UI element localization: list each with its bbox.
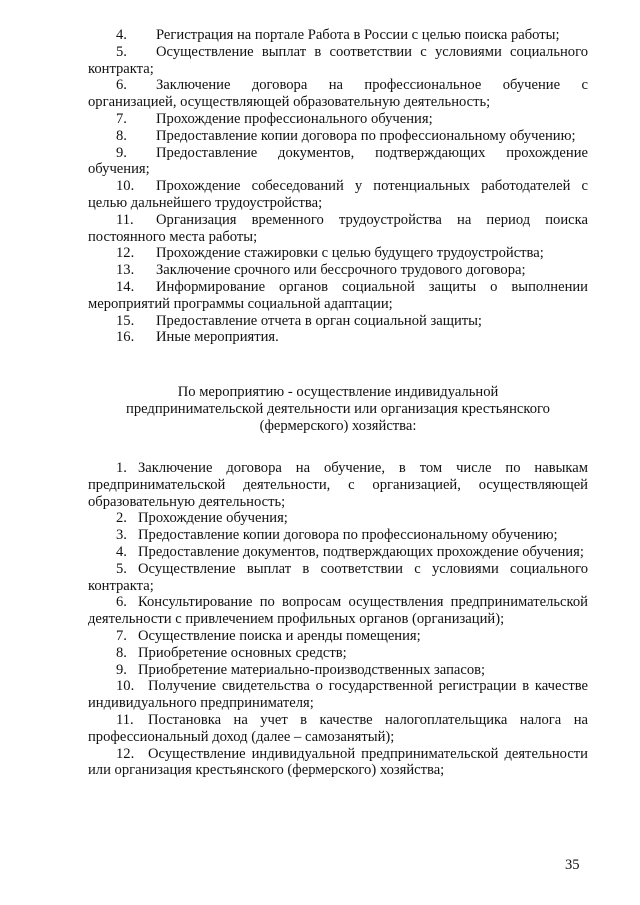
list-item: 15. Предоставление отчета в орган социальной защиты; bbox=[116, 312, 482, 329]
list-item: 5. Осуществление выплат в соответствии с условиями социального контракта; bbox=[88, 560, 588, 594]
section-heading: По мероприятию - осуществление индивидуальной предпринимательской деятельности или организация крестьянского (фермерского) хозяйства: bbox=[126, 384, 550, 434]
list-item: 9. Приобретение материально-производственных запасов; bbox=[116, 661, 486, 678]
measures-list-entrepreneurship bbox=[88, 460, 588, 779]
list-item: 6. Заключение договора на профессиональное обучение с организацией, осуществляющей образовательную деятельность; bbox=[88, 77, 588, 111]
list-item: 2. Прохождение обучения; bbox=[116, 510, 288, 527]
list-item: 3. Предоставление копии договора по профессиональному обучению; bbox=[116, 527, 558, 544]
list-item: 9. Предоставление документов, подтверждающих прохождение обучения; bbox=[88, 144, 588, 178]
list-item: 12. Осуществление индивидуальной предпринимательской деятельности или организация крестьянского (фермерского) хозяйства; bbox=[88, 745, 588, 779]
list-item: 14. Информирование органов социальной защиты о выполнении мероприятий программы социальной адаптации; bbox=[88, 278, 588, 312]
list-item: 5. Осуществление выплат в соответствии с условиями социального контракта; bbox=[88, 43, 588, 77]
list-item: 10. Получение свидетельства о государственной регистрации в качестве индивидуального предпринимателя; bbox=[88, 678, 588, 712]
list-item: 16. Иные мероприятия. bbox=[116, 329, 279, 346]
list-item: 13. Заключение срочного или бессрочного трудового договора; bbox=[116, 262, 526, 279]
list-item: 12. Прохождение стажировки с целью будущего трудоустройства; bbox=[116, 245, 544, 262]
list-item: 6. Консультирование по вопросам осуществления предпринимательской деятельности с привлечением профильных органов (организаций); bbox=[88, 594, 588, 628]
list-item: 4. Предоставление документов, подтверждающих прохождение обучения; bbox=[116, 543, 584, 560]
list-item: 1. Заключение договора на обучение, в том числе по навыкам предпринимательской деятельности, с организацией, осуществляющей образовательную деятельность; bbox=[88, 460, 588, 510]
list-item: 10. Прохождение собеседований у потенциальных работодателей с целью дальнейшего трудоустройства; bbox=[88, 178, 588, 211]
list-item: 8. Приобретение основных средств; bbox=[116, 644, 347, 661]
measures-list-employment bbox=[88, 27, 588, 346]
page-number: 35 bbox=[565, 857, 580, 873]
list-item: 7. Прохождение профессионального обучения; bbox=[116, 110, 433, 127]
list-item: 11. Постановка на учет в качестве налогоплательщика налога на профессиональный доход (далее – самозанятый); bbox=[88, 711, 588, 745]
list-item: 8. Предоставление копии договора по профессиональному обучению; bbox=[116, 127, 576, 144]
list-item: 4. Регистрация на портале Работа в России с целью поиска работы; bbox=[116, 27, 560, 43]
list-item: 11. Организация временного трудоустройства на период поиска постоянного места работы; bbox=[88, 211, 588, 245]
list-item: 7. Осуществление поиска и аренды помещения; bbox=[116, 627, 421, 644]
